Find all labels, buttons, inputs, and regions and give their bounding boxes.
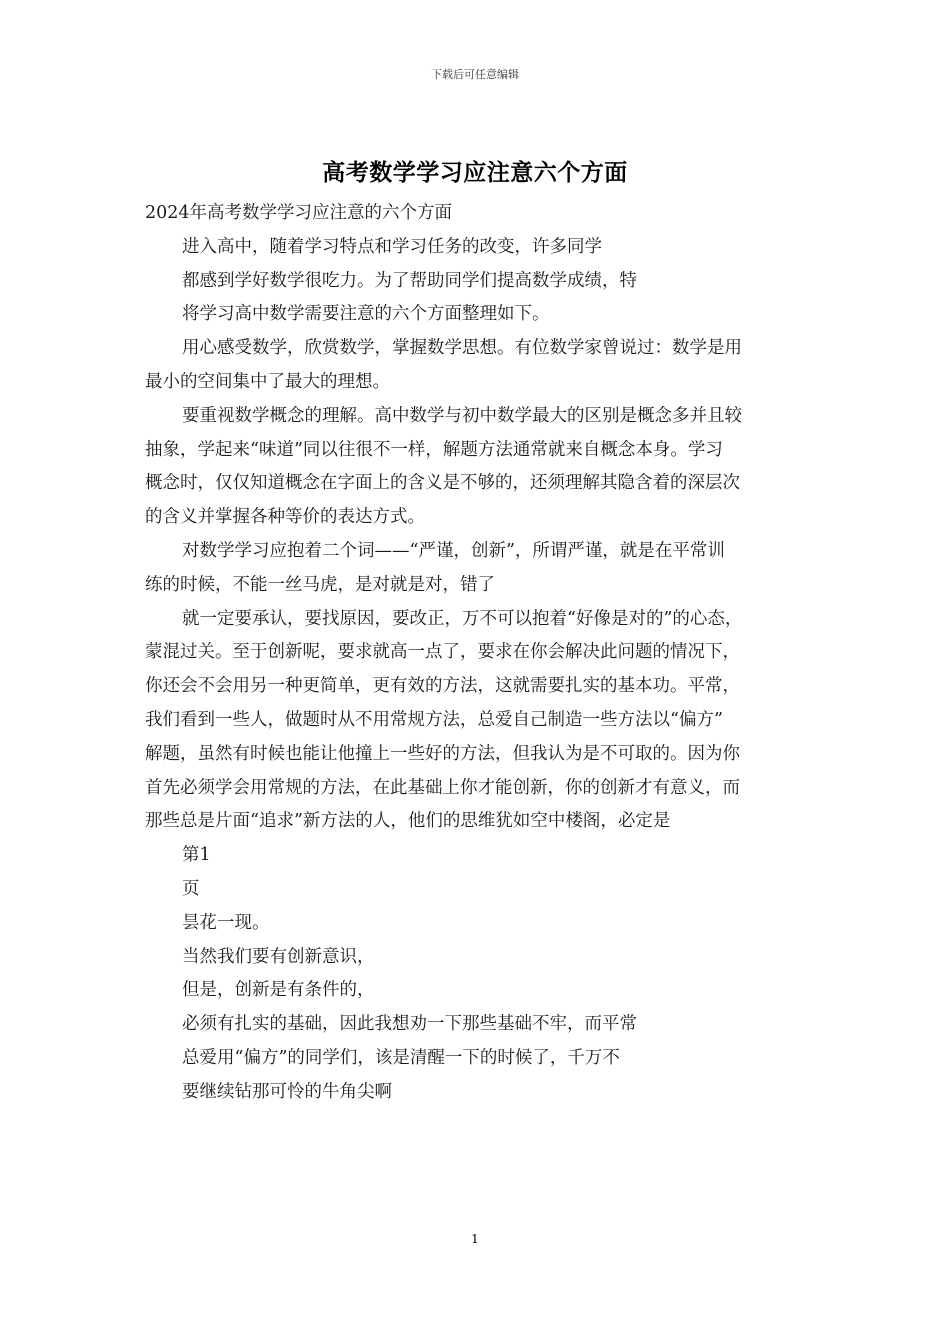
text-line: 但是，创新是有条件的，	[182, 980, 375, 1001]
text-line: 最小的空间集中了最大的理想。	[145, 371, 390, 392]
text-line: 我们看到一些人，做题时从不用常规方法，总爱自己制造一些方法以“偏方”	[145, 709, 723, 730]
text-line: 2024年高考数学学习应注意的六个方面	[145, 203, 453, 223]
text-line: 你还会不会用另一种更简单，更有效的方法，这就需要扎实的基本功。平常，	[145, 676, 740, 697]
text-line: 蒙混过关。至于创新呢，要求就高一点了，要求在你会解决此问题的情况下，	[145, 642, 740, 663]
text-line: 第1	[182, 845, 211, 866]
text-line: 解题，虽然有时候也能让他撞上一些好的方法，但我认为是不可取的。因为你	[145, 743, 740, 764]
text-line: 用心感受数学，欣赏数学，掌握数学思想。有位数学家曾说过：数学是用	[182, 338, 742, 359]
text-line: 对数学学习应抱着二个词——“严谨，创新”，所谓严谨，就是在平常训	[182, 540, 725, 561]
document-body	[145, 197, 810, 1110]
header-note: 下载后可任意编辑	[431, 68, 519, 81]
page-number: 1	[471, 1232, 479, 1246]
document-title: 高考数学学习应注意六个方面	[322, 159, 628, 186]
text-line: 那些总是片面“追求”新方法的人，他们的思维犹如空中楼阁，必定是	[145, 811, 671, 832]
text-line: 将学习高中数学需要注意的六个方面整理如下。	[182, 304, 550, 325]
text-line: 进入高中，随着学习特点和学习任务的改变，许多同学	[182, 236, 602, 257]
text-line: 当然我们要有创新意识，	[182, 946, 375, 967]
text-line: 的含义并掌握各种等价的表达方式。	[145, 507, 425, 528]
text-line: 要继续钻那可怜的牛角尖啊	[182, 1081, 392, 1102]
text-line: 页	[182, 878, 200, 899]
text-line: 总爱用“偏方”的同学们，该是清醒一下的时候了，千万不	[182, 1047, 620, 1068]
text-line: 要重视数学概念的理解。高中数学与初中数学最大的区别是概念多并且较	[182, 405, 742, 426]
text-line: 抽象，学起来“味道”同以往很不一样，解题方法通常就来自概念本身。学习	[145, 439, 723, 460]
text-line: 昙花一现。	[182, 912, 270, 933]
text-line: 都感到学好数学很吃力。为了帮助同学们提高数学成绩，特	[182, 270, 637, 291]
text-line: 必须有扎实的基础，因此我想劝一下那些基础不牢，而平常	[182, 1014, 637, 1035]
text-line: 练的时候，不能一丝马虎，是对就是对，错了	[145, 574, 495, 595]
text-line: 就一定要承认，要找原因，要改正，万不可以抱着“好像是对的”的心态，	[182, 608, 743, 629]
text-line: 概念时，仅仅知道概念在字面上的含义是不够的，还须理解其隐含着的深层次	[145, 473, 740, 494]
text-line: 首先必须学会用常规的方法，在此基础上你才能创新，你的创新才有意义，而	[145, 777, 740, 798]
